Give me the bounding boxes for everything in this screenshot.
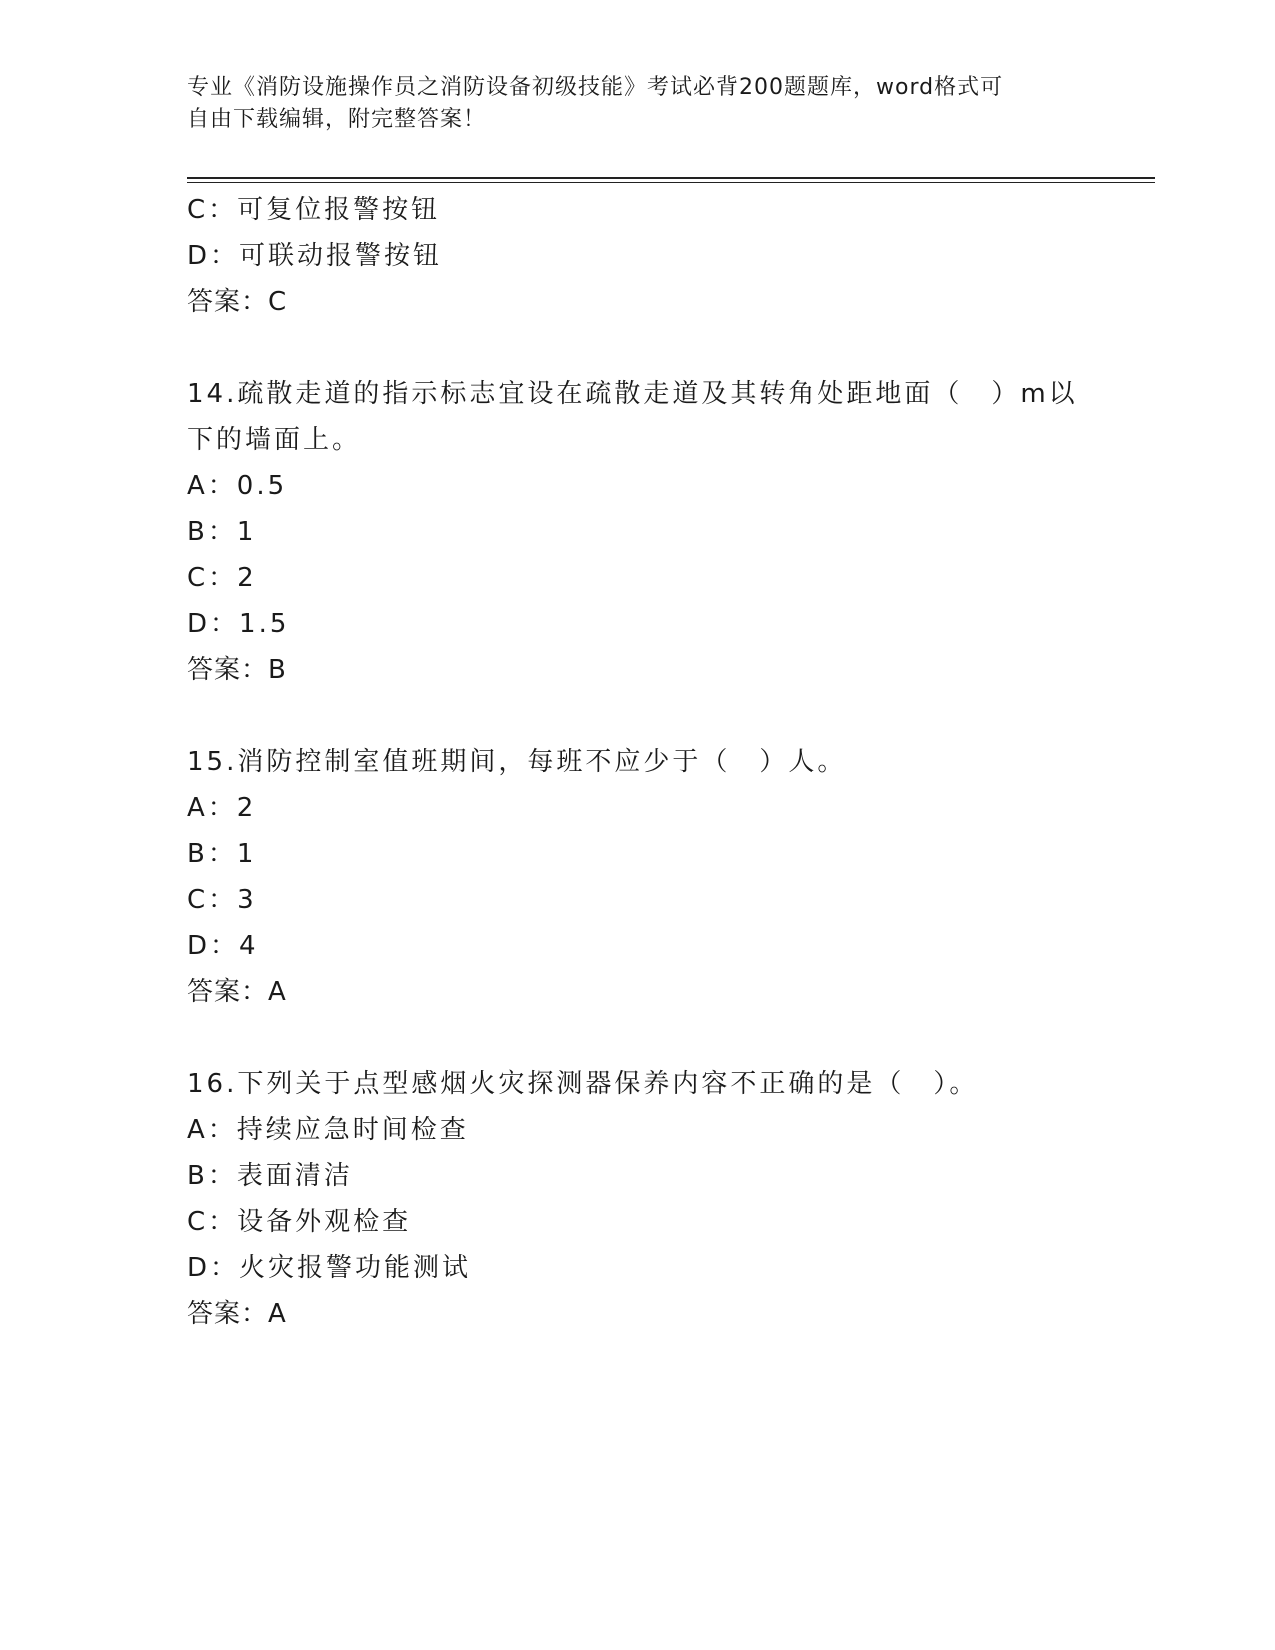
option-c: C：2 <box>187 563 257 593</box>
answer-line: 答案：A <box>187 977 287 1007</box>
option-b: B：1 <box>187 517 257 547</box>
question-spacer <box>187 325 1155 371</box>
question-stem-continued: 下的墙面上。 <box>187 425 362 455</box>
option-c: C：可复位报警按钮 <box>187 195 441 225</box>
header-title-line-1: 专业《消防设施操作员之消防设备初级技能》考试必背200题题库，word格式可 <box>187 75 1004 100</box>
option-d: D：可联动报警按钮 <box>187 241 443 271</box>
option-d: D：4 <box>187 931 259 961</box>
question-stem: 15.消防控制室值班期间，每班不应少于（ ）人。 <box>187 747 847 777</box>
option-b: B：表面清洁 <box>187 1161 353 1191</box>
option-d: D：火灾报警功能测试 <box>187 1253 472 1283</box>
question-16 <box>187 1061 1155 1337</box>
answer-line: 答案：A <box>187 1299 287 1329</box>
question-14 <box>187 371 1155 693</box>
option-d: D：1.5 <box>187 609 290 639</box>
document-header <box>187 72 1067 136</box>
question-spacer <box>187 1015 1155 1061</box>
question-15 <box>187 739 1155 1015</box>
question-13-tail <box>187 187 1155 325</box>
option-c: C：3 <box>187 885 257 915</box>
option-b: B：1 <box>187 839 257 869</box>
option-a: A：2 <box>187 793 257 823</box>
option-c: C：设备外观检查 <box>187 1207 412 1237</box>
header-title-line-2: 自由下载编辑，附完整答案！ <box>187 107 487 132</box>
header-divider-thin <box>187 182 1155 183</box>
header-divider-thick <box>187 177 1155 179</box>
question-spacer <box>187 693 1155 739</box>
answer-line: 答案：B <box>187 655 287 685</box>
question-stem: 14.疏散走道的指示标志宜设在疏散走道及其转角处距地面（ ）m以 <box>187 379 1078 409</box>
option-a: A：0.5 <box>187 471 288 501</box>
question-stem: 16.下列关于点型感烟火灾探测器保养内容不正确的是（ ）。 <box>187 1069 979 1099</box>
answer-line: 答案：C <box>187 287 288 317</box>
question-list <box>187 187 1155 1337</box>
option-a: A：持续应急时间检查 <box>187 1115 469 1145</box>
